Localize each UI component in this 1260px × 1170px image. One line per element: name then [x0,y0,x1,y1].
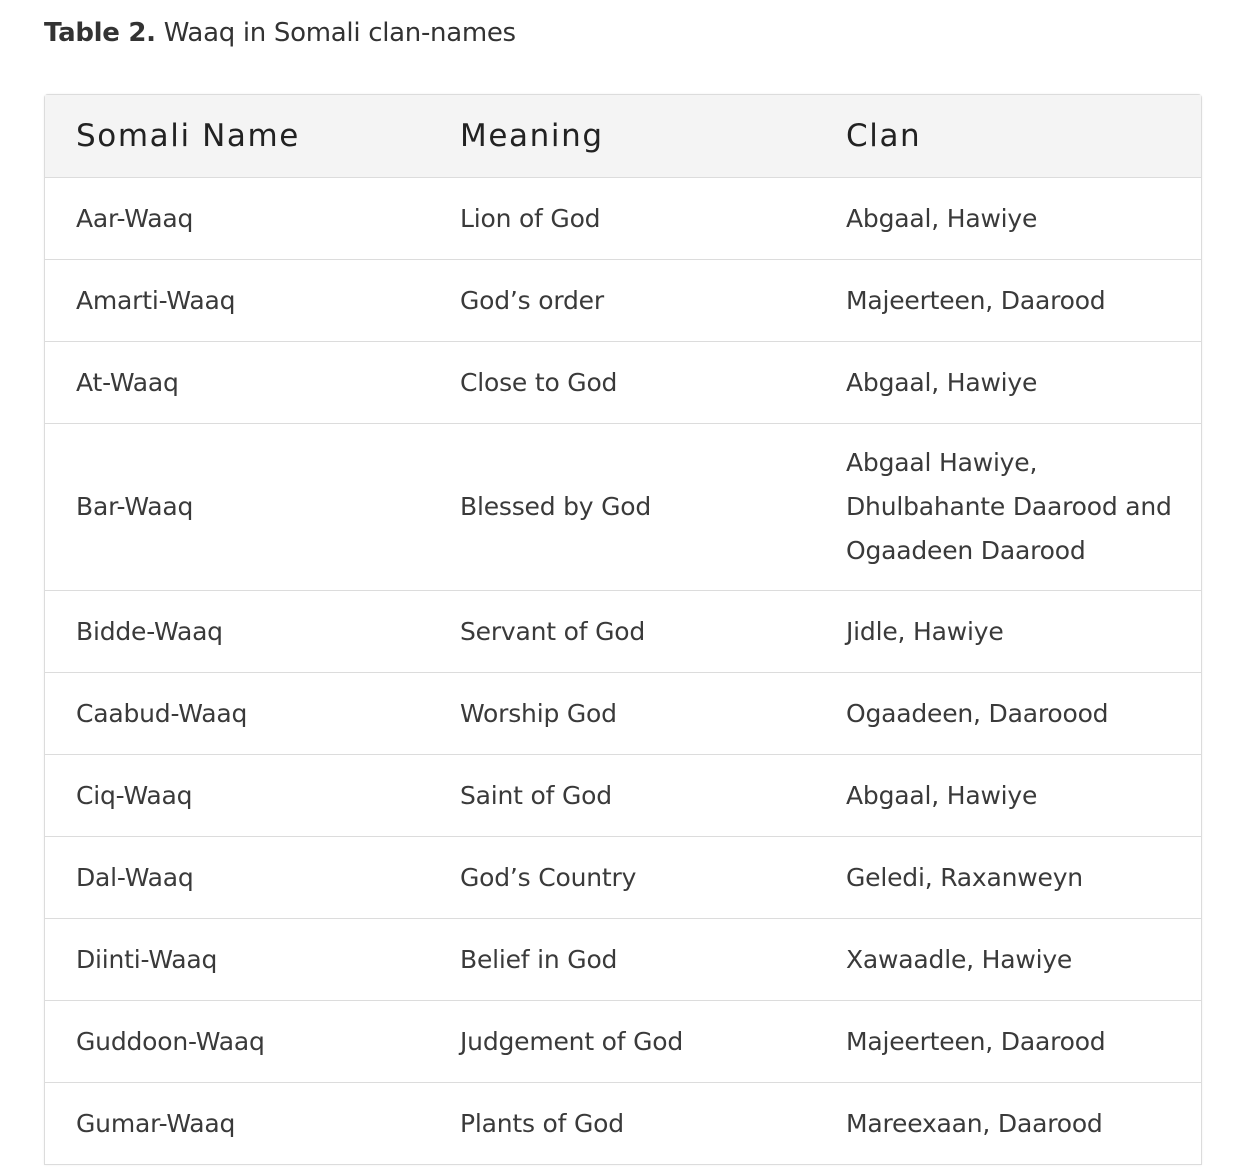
cell-somali-name: Caabud-Waaq [45,673,429,755]
header-meaning: Meaning [429,95,815,178]
table-row [45,591,1201,673]
caption-text: Waaq in Somali clan-names [163,18,516,48]
cell-clan: Mareexaan, Daarood [815,1083,1201,1165]
cell-somali-name: At-Waaq [45,342,429,424]
cell-somali-name: Aar-Waaq [45,178,429,260]
table-header [45,95,1201,178]
cell-somali-name: Ciq-Waaq [45,755,429,837]
caption-label: Table 2. [44,18,156,48]
table [45,95,1201,1165]
cell-somali-name: Diinti-Waaq [45,919,429,1001]
cell-somali-name: Amarti-Waaq [45,260,429,342]
table-caption [44,14,516,52]
table-row [45,755,1201,837]
cell-meaning: God’s order [429,260,815,342]
cell-clan: Abgaal, Hawiye [815,755,1201,837]
cell-meaning: Servant of God [429,591,815,673]
cell-meaning: Belief in God [429,919,815,1001]
table-row [45,342,1201,424]
cell-somali-name: Guddoon-Waaq [45,1001,429,1083]
table-row [45,424,1201,591]
header-somali-name: Somali Name [45,95,429,178]
cell-clan: Geledi, Raxanweyn [815,837,1201,919]
header-clan: Clan [815,95,1201,178]
table-row [45,919,1201,1001]
cell-clan: Majeerteen, Daarood [815,260,1201,342]
cell-clan: Xawaadle, Hawiye [815,919,1201,1001]
cell-meaning: Judgement of God [429,1001,815,1083]
cell-clan: Ogaadeen, Daaroood [815,673,1201,755]
cell-meaning: God’s Country [429,837,815,919]
table-row [45,260,1201,342]
cell-clan: Jidle, Hawiye [815,591,1201,673]
table-body [45,178,1201,1165]
cell-clan: Abgaal Hawiye, Dhulbahante Daarood and Ogaadeen Daarood [815,424,1201,591]
cell-meaning: Close to God [429,342,815,424]
clan-names-table [44,94,1202,1165]
cell-somali-name: Gumar-Waaq [45,1083,429,1165]
table-row [45,1083,1201,1165]
cell-meaning: Worship God [429,673,815,755]
table-row [45,837,1201,919]
cell-somali-name: Dal-Waaq [45,837,429,919]
cell-clan: Abgaal, Hawiye [815,178,1201,260]
cell-meaning: Blessed by God [429,424,815,591]
cell-somali-name: Bar-Waaq [45,424,429,591]
cell-clan: Majeerteen, Daarood [815,1001,1201,1083]
cell-meaning: Plants of God [429,1083,815,1165]
cell-somali-name: Bidde-Waaq [45,591,429,673]
cell-meaning: Lion of God [429,178,815,260]
cell-meaning: Saint of God [429,755,815,837]
cell-clan: Abgaal, Hawiye [815,342,1201,424]
header-row [45,95,1201,178]
table-row [45,1001,1201,1083]
table-row [45,673,1201,755]
table-row [45,178,1201,260]
